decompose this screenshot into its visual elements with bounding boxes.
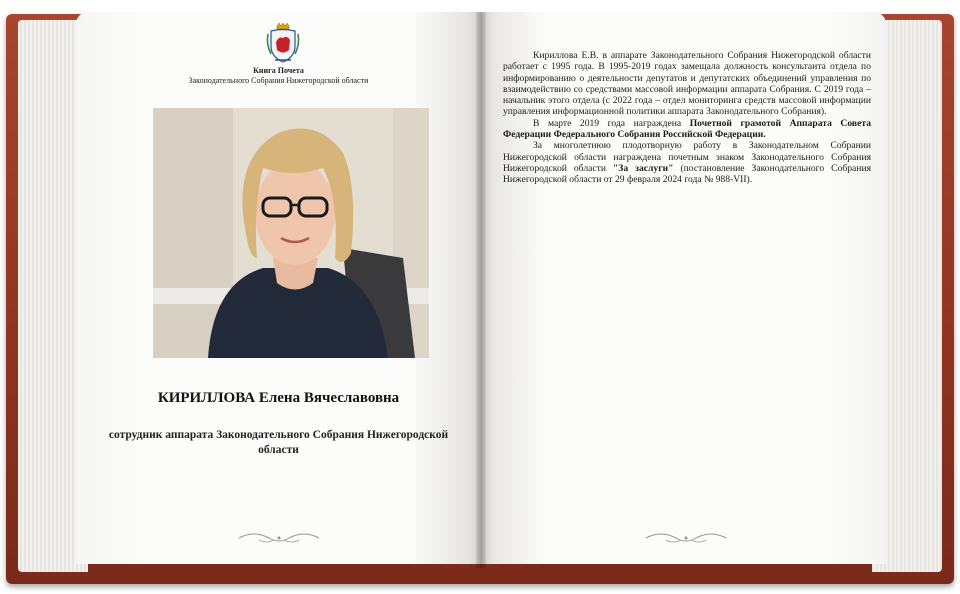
coat-of-arms-icon: [265, 22, 301, 64]
award-name-1: Почетной грамотой Аппарата Совета Федерации Федерального Собрания Российской Федерации.: [503, 117, 871, 141]
ornament-divider-icon: [234, 530, 324, 546]
bio-paragraph-3: За многолетнюю плодотворную работу в Законодательном Собрании Нижегородской области награждена почетным знаком Законодательного Собрания Нижегородской области "За заслуги" (постановление Законодательного Собрания Нижегородской области от 29 февраля 2024 года № 988-VII).: [503, 140, 871, 186]
person-role: сотрудник аппарата Законодательного Собрания Нижегородской области: [108, 429, 449, 456]
book-spine: [476, 12, 486, 568]
book-title: Книга Почета: [253, 66, 304, 75]
portrait-photo: [153, 108, 429, 358]
ornament-divider-icon: [641, 530, 731, 546]
open-book: [6, 10, 954, 586]
right-page: [481, 12, 886, 564]
bio-paragraph-1: Кириллова Е.В. в аппарате Законодательного Собрания Нижегородской области работает с 1995 года. В 1995-2019 годах замещала должность консультанта отдела по информированию о деятельности депутатов и депутатских объединений управления по взаимодействию со средствами массовой информации аппарата Собрания. С 2019 года – начальник этого отдела (с 2022 года – отдел мониторинга средств массовой информации управления информационной политики аппарата Законодательного Собрания).: [503, 50, 871, 118]
left-page: [76, 12, 481, 564]
book-subtitle: Законодательного Собрания Нижегородской области: [188, 76, 369, 85]
award-name-2: "За заслуги": [612, 162, 674, 174]
portrait-illustration: [153, 108, 429, 358]
bio-paragraph-2: В марте 2019 года награждена Почетной грамотой Аппарата Совета Федерации Федерального Собрания Российской Федерации.: [503, 117, 871, 141]
biography-text: [503, 50, 871, 186]
person-name: КИРИЛЛОВА Елена Вячеславовна: [157, 390, 400, 406]
